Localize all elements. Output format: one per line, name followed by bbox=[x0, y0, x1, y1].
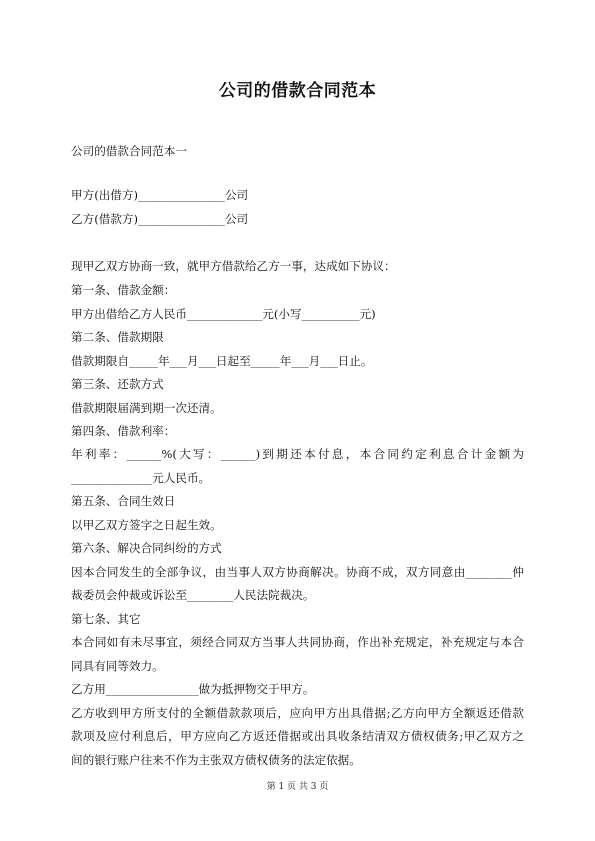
article-6-heading: 第六条、解决合同纠纷的方式 bbox=[71, 541, 222, 555]
receipt-text-3: 间的银行账户往来不作为主张双方债权债务的法定依据。 bbox=[71, 753, 361, 767]
article-5-heading: 第五条、合同生效日 bbox=[71, 494, 176, 508]
article-3-text: 借款期限届满到期一次还清。 bbox=[71, 401, 222, 415]
subtitle: 公司的借款合同范本一 bbox=[71, 144, 187, 158]
article-6-text-cont: 裁委员会仲裁或诉讼至________人民法院裁决。 bbox=[71, 588, 315, 602]
collateral-line: 乙方用________________做为抵押物交于甲方。 bbox=[71, 682, 315, 696]
article-2-heading: 第二条、借款期限 bbox=[71, 330, 164, 344]
article-7-text-cont: 同具有同等效力。 bbox=[71, 659, 164, 673]
agreement-intro: 现甲乙双方协商一致，就甲方借款给乙方一事，达成如下协议： bbox=[71, 259, 396, 273]
article-5-text: 以甲乙双方签字之日起生效。 bbox=[71, 518, 222, 532]
receipt-text-1: 乙方收到甲方所支付的全额借款款项后，应向甲方出具借据;乙方向甲方全额返还借款 bbox=[71, 706, 524, 720]
article-7-text: 本合同如有未尽事宜，须经合同双方当事人共同协商，作出补充规定，补充规定与本合 bbox=[71, 635, 524, 649]
article-7-heading: 第七条、其它 bbox=[71, 612, 141, 626]
article-4-text-cont: ______________元人民币。 bbox=[71, 471, 211, 485]
article-1-heading: 第一条、借款金额： bbox=[71, 283, 176, 297]
receipt-text-2: 款项及应付利息后，甲方应向乙方返还借据或出具收条结清双方债权债务;甲乙双方之 bbox=[71, 729, 524, 743]
article-4-heading: 第四条、借款利率： bbox=[71, 424, 176, 438]
party-a-line: 甲方(出借方)_______________公司 bbox=[71, 188, 249, 202]
article-6-text: 因本合同发生的全部争议，由当事人双方协商解决。协商不成，双方同意由________仲 bbox=[71, 565, 524, 579]
page-number: 第 1 页 共 3 页 bbox=[266, 782, 329, 792]
article-1-text: 甲方出借给乙方人民币_____________元(小写__________元) bbox=[71, 307, 376, 321]
document-title: 公司的借款合同范本 bbox=[218, 81, 377, 101]
article-3-heading: 第三条、还款方式 bbox=[71, 377, 164, 391]
party-b-line: 乙方(借款方)_______________公司 bbox=[71, 212, 249, 226]
article-4-text: 年利率：______%(大写：______)到期还本付息，本合同约定利息合计金额为 bbox=[71, 447, 524, 461]
article-2-text: 借款期限自_____年___月___日起至_____年___月___日止。 bbox=[71, 354, 373, 368]
